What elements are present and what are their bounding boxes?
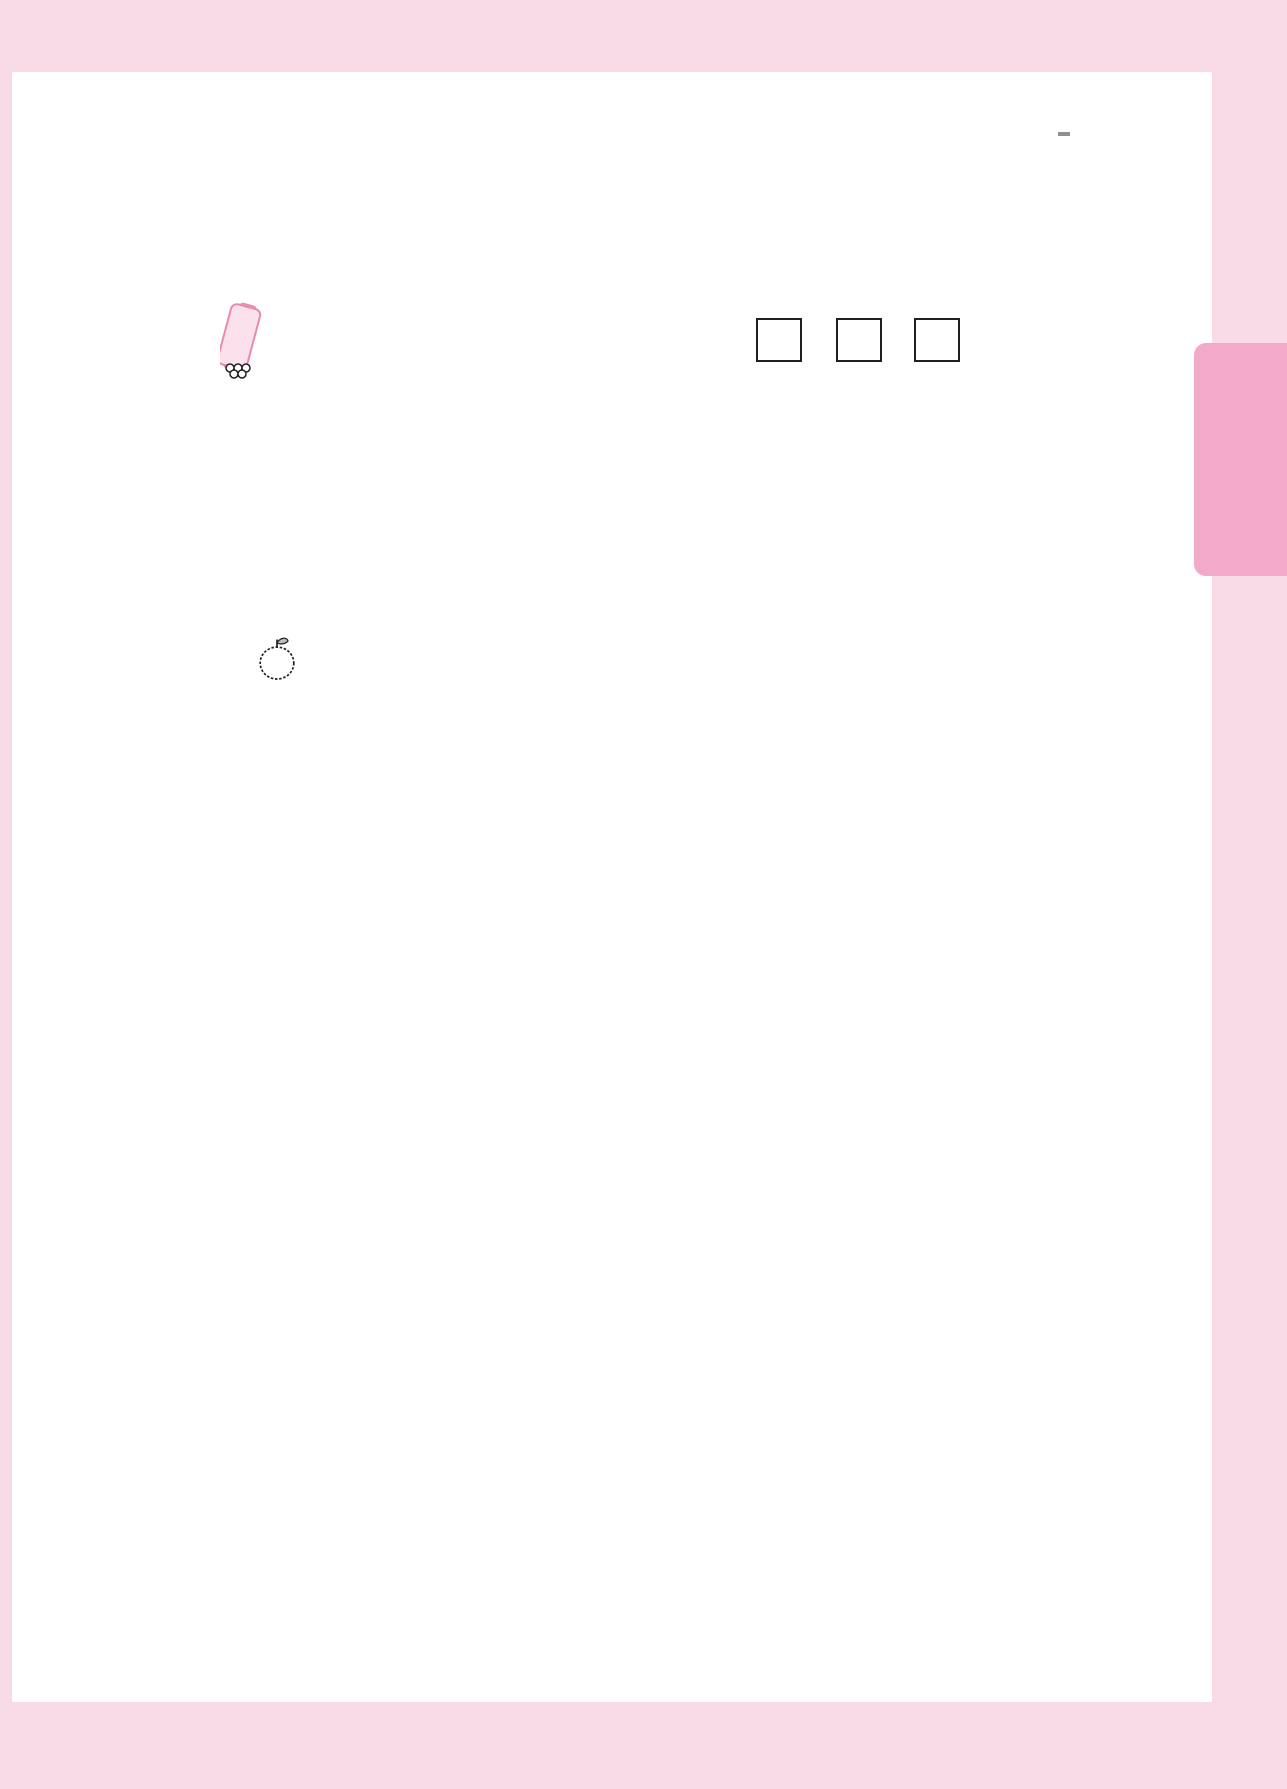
unit-side-tab (1194, 343, 1287, 576)
apple-icon (256, 634, 298, 682)
page-sheet (12, 72, 1212, 1702)
stick-bundle-icon (220, 302, 480, 382)
q1-answer-box-2[interactable] (836, 318, 882, 362)
top-wave-border (0, 54, 1287, 84)
q1-answer-box-1[interactable] (756, 318, 802, 362)
right-wave-border (1196, 60, 1226, 1710)
q1-answer-box-3[interactable] (914, 318, 960, 362)
answer-reference (1058, 132, 1070, 136)
bottom-wave-border (0, 1696, 1287, 1726)
